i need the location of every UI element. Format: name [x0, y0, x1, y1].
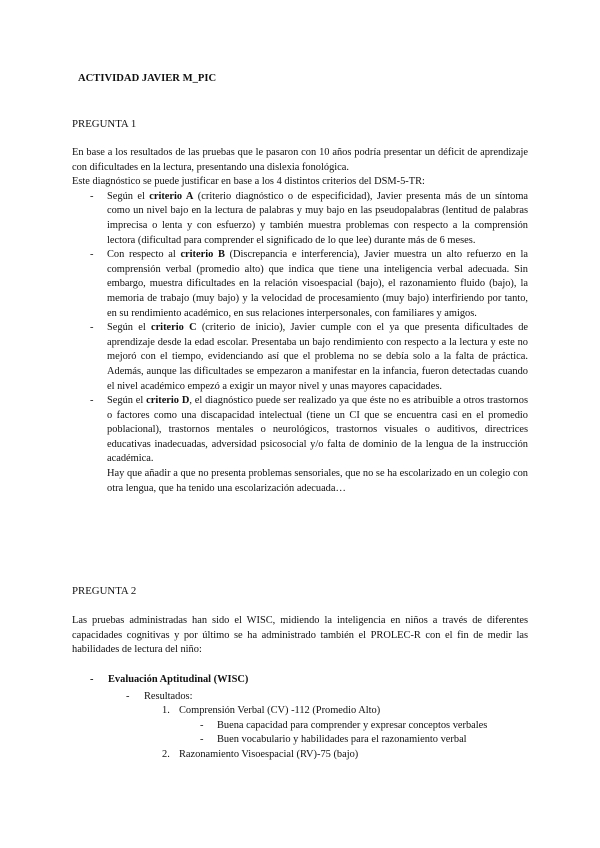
results-item — [72, 690, 528, 705]
result-1-point-2-text: Buen vocabulario y habilidades para el razonamiento verbal — [217, 734, 467, 746]
question-1-intro: En base a los resultados de las pruebas que le pasaron con 10 años podría presentar un déficit de aprendizaje con dificultades en la lectura, presentando una dislexia fonológica. — [72, 147, 528, 173]
dash-bullet: - — [90, 674, 94, 685]
result-1-label: Comprensión Verbal (CV) -112 (Promedio Alto) — [179, 705, 381, 717]
criterion-d-extra: Hay que añadir a que no presenta problemas sensoriales, que no se ha escolarizado en un colegio con otra lengua, que ha tenido una escolarización adecuada… — [107, 468, 528, 494]
wisc-section — [72, 673, 528, 688]
criterion-a-item — [72, 190, 528, 248]
result-2-number: 2. — [162, 748, 170, 760]
wisc-section-label: Evaluación Aptitudinal (WISC) — [108, 674, 249, 685]
result-1-point-1-text: Buena capacidad para comprender y expresar conceptos verbales — [217, 719, 488, 731]
criterion-d-pre: Según el — [107, 395, 147, 407]
results-label: Resultados: — [144, 690, 193, 702]
question-2-intro: Las pruebas administradas han sido el WISC, midiendo la inteligencia en niños a través de diferentes capacidades cognitivas y por último se ha administrado también el PROLEC-R con el fin de medir las habilidades de lectura del niño: — [72, 615, 528, 656]
criterion-c-text: (criterio de inicio), Javier cumple con el ya que presenta dificultades de aprendizaje desde la edad escolar. Presentaba un bajo rendimiento con respecto a la lectura y este no mejoró con el tiempo, evidenciando así que el problema no se debía solo a la falta de práctica. Además, aunque las dificultades se empezaron a manifestar en la infancia, fueron detectadas cuando el nivel académico empezó a exigir un mayor nivel y unas mayores capacidades. — [107, 322, 529, 392]
result-1-number: 1. — [162, 705, 170, 717]
criterion-d-label: criterio D — [146, 395, 190, 407]
question-1-intro-2: Este diagnóstico se puede justificar en base a los 4 distintos criterios del DSM-5-TR: — [72, 176, 425, 188]
criterion-c-pre: Según el — [107, 322, 151, 334]
result-1-point-1 — [72, 719, 528, 734]
criterion-d-text: , el diagnóstico puede ser realizado ya que éste no es atribuible a otros trastornos o factores como una discapacidad intelectual (tiene un CI que se encuentra casi en el promedio poblacional), trastornos mentales o neurológicos, trastornos visuales o auditivos, directrices educativas inadecuadas, adversidad psicosocial y/o falta de dominio de la lengua de la instrucción académica. — [107, 395, 528, 465]
dash-bullet: - — [90, 322, 94, 334]
criterion-a-text: (criterio diagnóstico o de especificidad), Javier presenta más de un síntoma como un nivel bajo en la lectura de palabras y muy bajo en las pseudopalabras (lentitud de palabras imprecisa o lenta y con esfuerzo) y también muestra problemas con respecto a la comprensión lectora (dificultad para comprender el significado de lo que lee) durante más de 6 meses. — [107, 190, 529, 246]
criterion-c-label: criterio C — [150, 322, 197, 334]
result-2-label: Razonamiento Visoespacial (RV)-75 (bajo) — [179, 748, 359, 760]
question-2-heading: PREGUNTA 2 — [72, 585, 137, 597]
dash-bullet: - — [90, 190, 94, 202]
criterion-b-text: (Discrepancia e interferencia), Javier muestra un alto refuerzo en la comprensión verbal (promedio alto) que indica que tiene una inteligencia verbal adecuada. Sin embargo, muestra dificultades en la relación visoespacial (bajo), el razonamiento fluido (bajo), la memoria de trabajo (muy bajo) y la velocidad de procesamiento (muy bajo) interfiriendo por tanto, en su rendimiento académico, en sus relaciones interpersonales, con familiares y amigos. — [107, 249, 529, 319]
dash-bullet: - — [200, 734, 204, 746]
document-title: ACTIVIDAD JAVIER M_PIC — [78, 73, 217, 84]
result-1-point-2 — [72, 733, 528, 748]
criterion-b-label: criterio B — [180, 249, 225, 261]
question-1-body — [72, 146, 528, 496]
criterion-b-item — [72, 248, 528, 321]
dash-bullet: - — [90, 395, 94, 407]
criteria-list — [72, 190, 528, 496]
question-1-heading: PREGUNTA 1 — [72, 118, 137, 130]
criterion-b-pre: Con respecto al — [107, 249, 181, 261]
dash-bullet: - — [90, 249, 94, 261]
criterion-d-item — [72, 394, 528, 496]
result-1 — [72, 704, 528, 719]
question-2-results — [72, 673, 528, 763]
dash-bullet: - — [126, 690, 130, 702]
criterion-c-item — [72, 321, 528, 394]
result-2 — [72, 748, 528, 763]
criterion-a-pre: Según el — [107, 190, 150, 202]
dash-bullet: - — [200, 719, 204, 731]
criterion-a-label: criterio A — [149, 190, 194, 202]
